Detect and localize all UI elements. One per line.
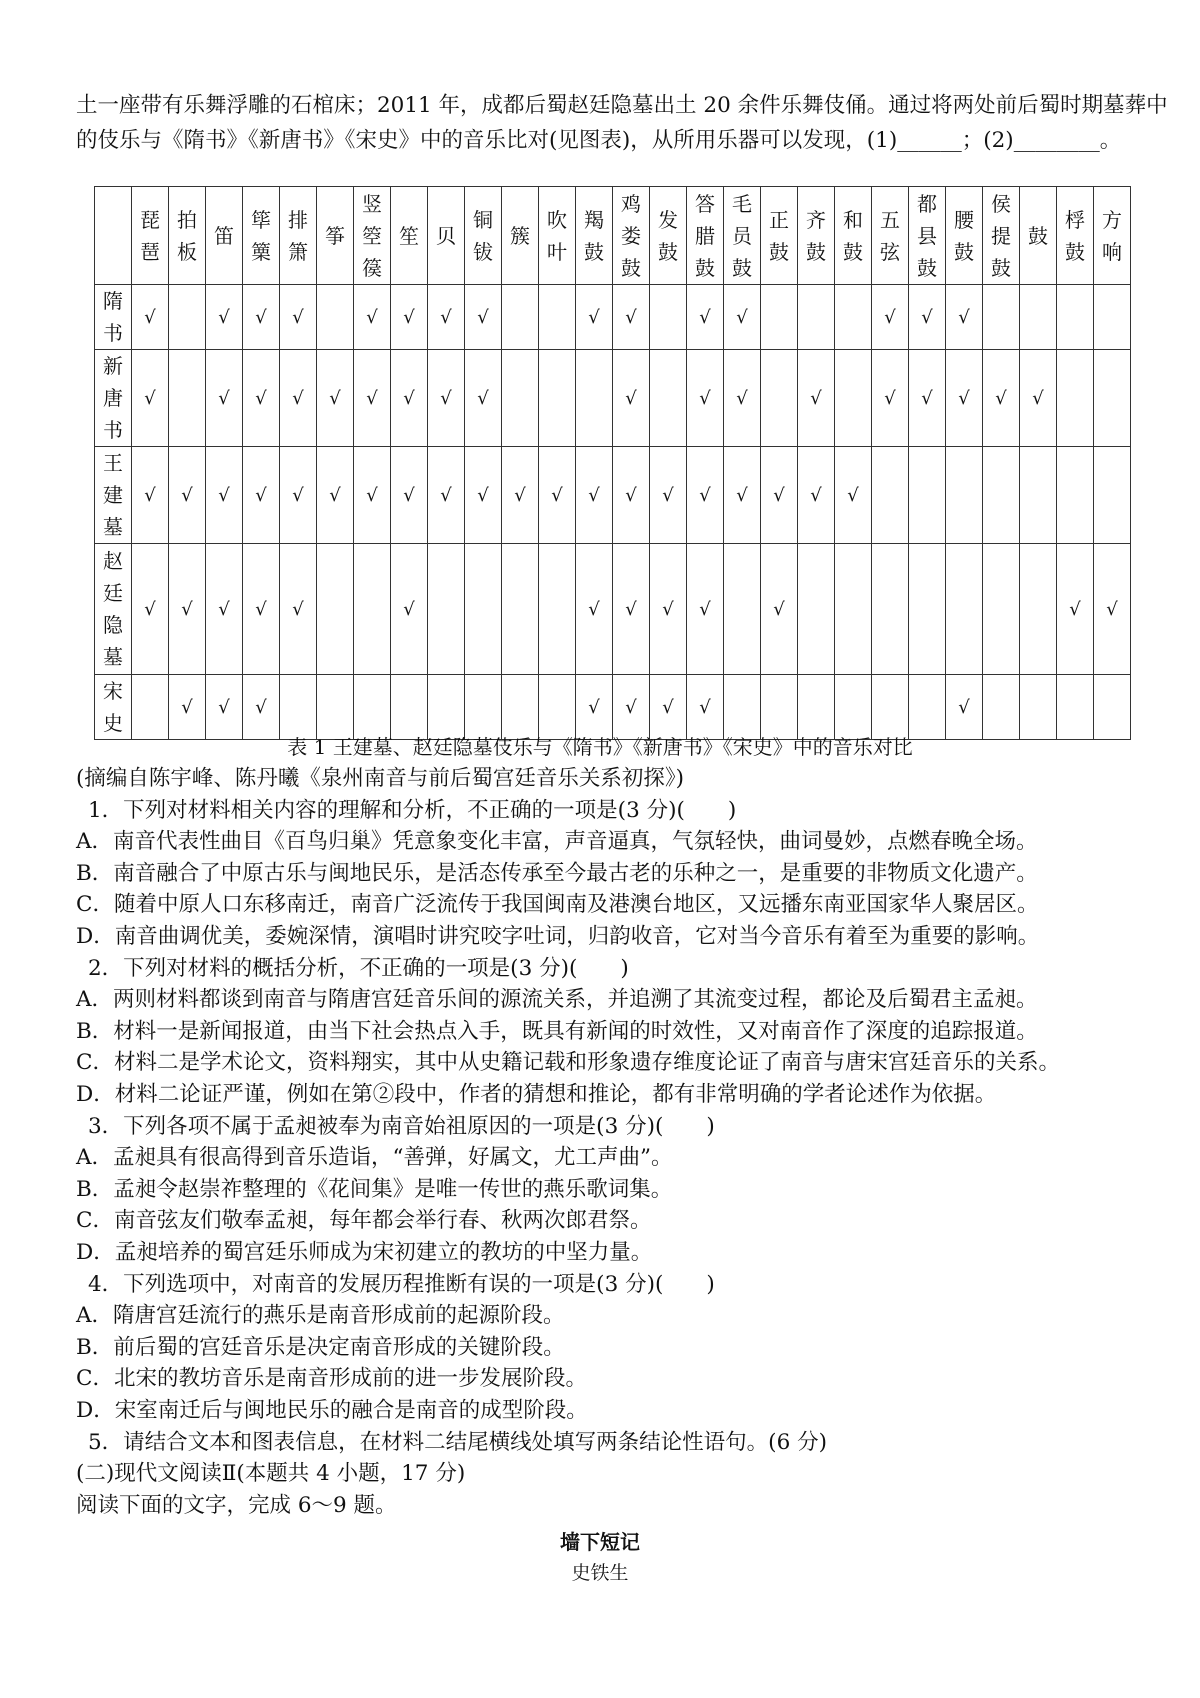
table-cell (946, 675, 983, 740)
article-title: 墙下短记 (560, 1530, 640, 1554)
table-cell (687, 285, 724, 350)
check-mark: √ (625, 485, 637, 506)
intro-line-1: 土一座带有乐舞浮雕的石棺床；2011 年，成都后蜀赵廷隐墓出土 20 余件乐舞伎俑。通过将两处前后蜀时期墓葬中 (76, 93, 1168, 118)
answer-option: B．材料一是新闻报道，由当下社会热点入手，既具有新闻的时效性，又对南音作了深度的追踪报道。 (76, 1018, 1038, 1044)
check-mark: √ (514, 485, 526, 506)
table-cell (465, 285, 502, 350)
answer-option: B．前后蜀的宫廷音乐是决定南音形成的关键阶段。 (76, 1334, 565, 1360)
column-header: 正鼓 (761, 187, 798, 285)
table-cell (280, 544, 317, 675)
table-cell (872, 447, 909, 544)
column-header: 侯提鼓 (983, 187, 1020, 285)
check-mark: √ (440, 307, 452, 328)
column-header: 贝 (428, 187, 465, 285)
table-cell (687, 544, 724, 675)
check-mark: √ (551, 485, 563, 506)
table-cell (613, 447, 650, 544)
check-mark: √ (699, 485, 711, 506)
check-mark: √ (144, 388, 156, 409)
table-cell (317, 447, 354, 544)
check-mark: √ (218, 388, 230, 409)
table-caption: 表 1 王建墓、赵廷隐墓伎乐与《隋书》《新唐书》《宋史》中的音乐对比 (287, 735, 913, 759)
check-mark: √ (329, 485, 341, 506)
table-cell (317, 350, 354, 447)
check-mark: √ (255, 307, 267, 328)
table-cell (132, 285, 169, 350)
question-stem: 1．下列对材料相关内容的理解和分析，不正确的一项是(3 分)( ) (88, 797, 737, 823)
table-cell (280, 350, 317, 447)
table-cell (761, 350, 798, 447)
table-cell (465, 350, 502, 447)
table-cell (724, 447, 761, 544)
table-cell (576, 544, 613, 675)
column-header: 发鼓 (650, 187, 687, 285)
check-mark: √ (662, 485, 674, 506)
table-cell (169, 285, 206, 350)
table-cell (650, 675, 687, 740)
table-cell (502, 285, 539, 350)
table-row (95, 675, 1131, 740)
table-cell (169, 544, 206, 675)
check-mark: √ (662, 599, 674, 620)
answer-option: A．孟昶具有很高得到音乐造诣，“善弹，好属文，尤工声曲”。 (76, 1145, 673, 1171)
table-cell (1020, 447, 1057, 544)
check-mark: √ (366, 388, 378, 409)
corner-cell (95, 187, 132, 285)
check-mark: √ (218, 485, 230, 506)
table-cell (724, 675, 761, 740)
table-cell (465, 675, 502, 740)
column-header: 都县鼓 (909, 187, 946, 285)
table-cell (761, 544, 798, 675)
check-mark: √ (699, 388, 711, 409)
check-mark: √ (810, 485, 822, 506)
table-cell (1020, 544, 1057, 675)
table-cell (1094, 544, 1131, 675)
table-cell (428, 350, 465, 447)
table-cell (465, 544, 502, 675)
table-cell (909, 285, 946, 350)
table-cell (650, 447, 687, 544)
column-header: 五弦 (872, 187, 909, 285)
table-cell (539, 447, 576, 544)
table-cell (1094, 350, 1131, 447)
column-header: 方响 (1094, 187, 1131, 285)
column-header: 笛 (206, 187, 243, 285)
table-cell (354, 675, 391, 740)
check-mark: √ (144, 485, 156, 506)
table-cell (909, 447, 946, 544)
table-cell (132, 350, 169, 447)
column-header: 拍板 (169, 187, 206, 285)
check-mark: √ (736, 388, 748, 409)
table-cell (354, 285, 391, 350)
table-cell (576, 447, 613, 544)
check-mark: √ (403, 485, 415, 506)
table-cell (132, 544, 169, 675)
check-mark: √ (366, 485, 378, 506)
table-cell (1057, 285, 1094, 350)
text-line: (二)现代文阅读Ⅱ(本题共 4 小题，17 分) (76, 1461, 466, 1487)
check-mark: √ (847, 485, 859, 506)
check-mark: √ (1069, 599, 1081, 620)
table-cell (1057, 544, 1094, 675)
table-cell (724, 350, 761, 447)
column-header: 筝 (317, 187, 354, 285)
check-mark: √ (958, 388, 970, 409)
check-mark: √ (588, 697, 600, 718)
check-mark: √ (588, 599, 600, 620)
check-mark: √ (144, 307, 156, 328)
table-cell (946, 544, 983, 675)
table-cell (798, 350, 835, 447)
row-header: 新唐书 (95, 350, 132, 447)
check-mark: √ (181, 697, 193, 718)
table-cell (428, 675, 465, 740)
table-cell (280, 447, 317, 544)
check-mark: √ (958, 307, 970, 328)
table-row (95, 350, 1131, 447)
table-cell (391, 447, 428, 544)
table-cell (761, 447, 798, 544)
check-mark: √ (736, 485, 748, 506)
table-cell (169, 447, 206, 544)
column-header: 琵琶 (132, 187, 169, 285)
table-cell (1020, 675, 1057, 740)
check-mark: √ (773, 599, 785, 620)
table-cell (1057, 447, 1094, 544)
table-cell (539, 675, 576, 740)
table-cell (835, 447, 872, 544)
check-mark: √ (292, 388, 304, 409)
table-cell (206, 350, 243, 447)
table-cell (576, 675, 613, 740)
check-mark: √ (884, 388, 896, 409)
table-cell (428, 447, 465, 544)
column-header: 排箫 (280, 187, 317, 285)
column-header: 羯鼓 (576, 187, 613, 285)
check-mark: √ (255, 599, 267, 620)
table-cell (132, 675, 169, 740)
answer-option: C．北宋的教坊音乐是南音形成前的进一步发展阶段。 (76, 1366, 587, 1392)
table-cell (539, 544, 576, 675)
table-row (95, 544, 1131, 675)
table-cell (650, 350, 687, 447)
table-cell (650, 285, 687, 350)
check-mark: √ (218, 697, 230, 718)
row-header: 赵廷隐墓 (95, 544, 132, 675)
check-mark: √ (255, 388, 267, 409)
table-cell (798, 544, 835, 675)
table-cell (909, 350, 946, 447)
table-cell (835, 285, 872, 350)
table-cell (1094, 447, 1131, 544)
check-mark: √ (440, 485, 452, 506)
answer-option: A．两则材料都谈到南音与隋唐宫廷音乐间的源流关系，并追溯了其流变过程，都论及后蜀君主孟昶。 (76, 987, 1038, 1013)
check-mark: √ (292, 485, 304, 506)
table-cell (169, 675, 206, 740)
table-cell (798, 675, 835, 740)
table-cell (317, 675, 354, 740)
column-header: 答腊鼓 (687, 187, 724, 285)
text-line: (摘编自陈宇峰、陈丹曦《泉州南音与前后蜀宫廷音乐关系初探》) (76, 766, 685, 791)
answer-option: A．南音代表性曲目《百鸟归巢》凭意象变化丰富，声音逼真，气氛轻快，曲词曼妙，点燃春晚全场。 (76, 829, 1038, 855)
check-mark: √ (144, 599, 156, 620)
check-mark: √ (181, 599, 193, 620)
table-cell (687, 447, 724, 544)
table-cell (650, 544, 687, 675)
table-cell (428, 544, 465, 675)
table-cell (835, 350, 872, 447)
article-author: 史铁生 (571, 1562, 629, 1584)
table-cell (613, 675, 650, 740)
check-mark: √ (699, 307, 711, 328)
table-cell (391, 675, 428, 740)
check-mark: √ (403, 388, 415, 409)
table-cell (539, 350, 576, 447)
row-header: 隋书 (95, 285, 132, 350)
table-cell (206, 544, 243, 675)
check-mark: √ (588, 307, 600, 328)
table-cell (872, 350, 909, 447)
question-stem: 3．下列各项不属于孟昶被奉为南音始祖原因的一项是(3 分)( ) (88, 1113, 715, 1139)
check-mark: √ (773, 485, 785, 506)
table-cell (835, 675, 872, 740)
check-mark: √ (366, 307, 378, 328)
check-mark: √ (477, 485, 489, 506)
instrument-comparison-table (94, 186, 1131, 740)
table-cell (243, 675, 280, 740)
column-header: 齐鼓 (798, 187, 835, 285)
question-stem: 4．下列选项中，对南音的发展历程推断有误的一项是(3 分)( ) (88, 1271, 715, 1297)
answer-option: D．南音曲调优美，委婉深情，演唱时讲究咬字吐词，归韵收音，它对当今音乐有着至为重要的影响。 (76, 924, 1040, 949)
table-cell (983, 544, 1020, 675)
check-mark: √ (662, 697, 674, 718)
check-mark: √ (477, 307, 489, 328)
check-mark: √ (181, 485, 193, 506)
check-mark: √ (477, 388, 489, 409)
table-cell (798, 285, 835, 350)
table-cell (687, 350, 724, 447)
table-cell (502, 447, 539, 544)
table-cell (983, 350, 1020, 447)
column-header: 毛员鼓 (724, 187, 761, 285)
check-mark: √ (921, 388, 933, 409)
table-cell (872, 544, 909, 675)
text-line: 阅读下面的文字，完成 6～9 题。 (76, 1492, 397, 1518)
table-cell (391, 350, 428, 447)
table-cell (354, 544, 391, 675)
table-cell (1094, 285, 1131, 350)
table-cell (428, 285, 465, 350)
check-mark: √ (403, 599, 415, 620)
table-cell (280, 675, 317, 740)
table-cell (132, 447, 169, 544)
answer-option: C．材料二是学术论文，资料翔实，其中从史籍记载和形象遗存维度论证了南音与唐宋宫廷音乐的关系。 (76, 1050, 1060, 1076)
table-cell (391, 544, 428, 675)
table-cell (613, 544, 650, 675)
table-cell (761, 675, 798, 740)
table-cell (243, 285, 280, 350)
row-header: 宋史 (95, 675, 132, 740)
column-header: 笙 (391, 187, 428, 285)
column-header: 吹叶 (539, 187, 576, 285)
table-cell (539, 285, 576, 350)
check-mark: √ (255, 485, 267, 506)
table-cell (502, 544, 539, 675)
question-stem: 5．请结合文本和图表信息，在材料二结尾横线处填写两条结论性语句。(6 分) (88, 1429, 827, 1455)
check-mark: √ (1106, 599, 1118, 620)
table-cell (243, 447, 280, 544)
check-mark: √ (625, 697, 637, 718)
table-cell (243, 544, 280, 675)
check-mark: √ (218, 307, 230, 328)
table-cell (1094, 675, 1131, 740)
table-cell (872, 675, 909, 740)
check-mark: √ (588, 485, 600, 506)
table-cell (798, 447, 835, 544)
column-header: 和鼓 (835, 187, 872, 285)
table-cell (687, 675, 724, 740)
intro-line-2: 的伎乐与《隋书》《新唐书》《宋史》中的音乐比对(见图表)，从所用乐器可以发现，(1)______；(2)________。 (76, 128, 1122, 153)
table-cell (946, 350, 983, 447)
answer-option: D．孟昶培养的蜀宫廷乐师成为宋初建立的教坊的中坚力量。 (76, 1240, 653, 1265)
table-cell (761, 285, 798, 350)
table-cell (391, 285, 428, 350)
table-cell (354, 447, 391, 544)
table-header-row (95, 187, 1131, 285)
check-mark: √ (1032, 388, 1044, 409)
table-cell (576, 285, 613, 350)
table-cell (724, 544, 761, 675)
check-mark: √ (440, 388, 452, 409)
row-header: 王建墓 (95, 447, 132, 544)
check-mark: √ (403, 307, 415, 328)
table-cell (317, 544, 354, 675)
table-cell (206, 675, 243, 740)
table-cell (835, 544, 872, 675)
column-header: 筚篥 (243, 187, 280, 285)
answer-option: B．孟昶令赵崇祚整理的《花间集》是唯一传世的燕乐歌词集。 (76, 1176, 673, 1202)
table-cell (613, 350, 650, 447)
check-mark: √ (255, 697, 267, 718)
table-row (95, 285, 1131, 350)
answer-option: C．随着中原人口东移南迁，南音广泛流传于我国闽南及港澳台地区，又远播东南亚国家华人聚居区。 (76, 892, 1039, 918)
table-cell (243, 350, 280, 447)
answer-option: D．宋室南迁后与闽地民乐的融合是南音的成型阶段。 (76, 1398, 588, 1423)
table-cell (946, 447, 983, 544)
table-cell (1020, 285, 1057, 350)
answer-option: D．材料二论证严谨，例如在第②段中，作者的猜想和推论，都有非常明确的学者论述作为依据。 (76, 1082, 997, 1107)
check-mark: √ (699, 599, 711, 620)
check-mark: √ (884, 307, 896, 328)
column-header: 鼓 (1020, 187, 1057, 285)
check-mark: √ (218, 599, 230, 620)
table-cell (576, 350, 613, 447)
table-row (95, 447, 1131, 544)
check-mark: √ (958, 697, 970, 718)
check-mark: √ (736, 307, 748, 328)
table-cell (206, 447, 243, 544)
table-cell (983, 675, 1020, 740)
column-header: 腰鼓 (946, 187, 983, 285)
answer-option: A．隋唐宫廷流行的燕乐是南音形成前的起源阶段。 (76, 1303, 565, 1329)
table-cell (872, 285, 909, 350)
check-mark: √ (699, 697, 711, 718)
table-cell (1020, 350, 1057, 447)
table-cell (909, 544, 946, 675)
table-cell (983, 447, 1020, 544)
column-header: 竖箜篌 (354, 187, 391, 285)
table-cell (613, 285, 650, 350)
table-cell (1057, 350, 1094, 447)
check-mark: √ (329, 388, 341, 409)
column-header: 铜钹 (465, 187, 502, 285)
check-mark: √ (625, 307, 637, 328)
column-header: 簇 (502, 187, 539, 285)
table-cell (502, 675, 539, 740)
check-mark: √ (810, 388, 822, 409)
answer-option: C．南音弦友们敬奉孟昶，每年都会举行春、秋两次郎君祭。 (76, 1208, 652, 1234)
table-cell (946, 285, 983, 350)
table-cell (280, 285, 317, 350)
table-cell (983, 285, 1020, 350)
table-cell (909, 675, 946, 740)
check-mark: √ (625, 388, 637, 409)
table-cell (354, 350, 391, 447)
check-mark: √ (292, 599, 304, 620)
column-header: 鸡娄鼓 (613, 187, 650, 285)
table-cell (206, 285, 243, 350)
question-stem: 2．下列对材料的概括分析，不正确的一项是(3 分)( ) (88, 955, 629, 981)
table-cell (317, 285, 354, 350)
table-cell (465, 447, 502, 544)
table-cell (169, 350, 206, 447)
check-mark: √ (292, 307, 304, 328)
table-cell (1057, 675, 1094, 740)
check-mark: √ (995, 388, 1007, 409)
table-cell (724, 285, 761, 350)
answer-option: B．南音融合了中原古乐与闽地民乐，是活态传承至今最古老的乐种之一，是重要的非物质文化遗产。 (76, 860, 1038, 886)
check-mark: √ (625, 599, 637, 620)
check-mark: √ (921, 307, 933, 328)
column-header: 桴鼓 (1057, 187, 1094, 285)
table-cell (502, 350, 539, 447)
